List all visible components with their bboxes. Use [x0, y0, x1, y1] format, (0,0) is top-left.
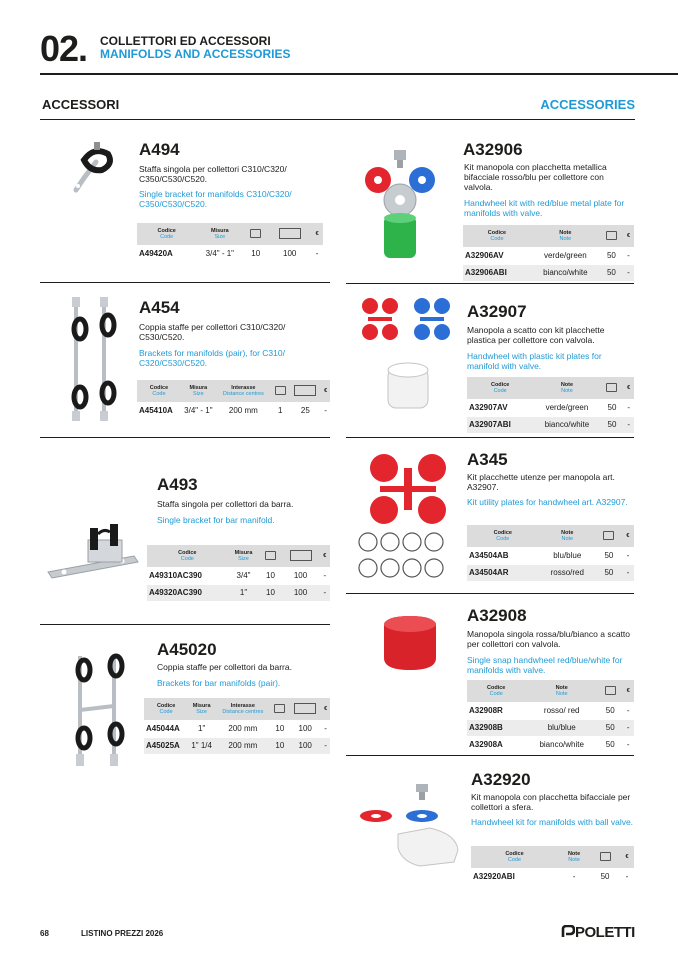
divider	[40, 282, 330, 283]
bar-bracket-pair-image	[64, 650, 130, 776]
product-table-a494: Codice Code Misura Size € A49420A 3/4" - 1" 10 100 -	[137, 223, 323, 263]
product-description-en: Single bracket for bar manifold.	[157, 515, 275, 525]
product-code: A32920	[471, 770, 531, 789]
box-package-icon	[294, 385, 316, 396]
utility-plates-image	[358, 452, 458, 584]
header-rule	[40, 73, 678, 75]
divider	[346, 593, 634, 594]
chapter-title-it: COLLETTORI ED ACCESSORI	[100, 34, 271, 48]
section-title-it: ACCESSORI	[42, 97, 120, 112]
chapter-title-en: MANIFOLDS AND ACCESSORIES	[100, 47, 291, 61]
table-row: A49320AC390 1" 10 100 -	[147, 584, 330, 601]
single-package-icon	[274, 704, 285, 713]
table-row: A32908R rosso/ red 50 -	[467, 702, 634, 719]
product-table-a32908: Codice Code Note Note € A32908R rosso/ red 50 - A32908B blu/blue 50 - A32908A bianco/white 50 -	[467, 680, 634, 754]
product-table-a32906: Codice Code Note Note € A32906AV verde/green 50 - A32906ABI bianco/white 50 -	[463, 225, 634, 282]
divider	[40, 437, 330, 438]
bar-bracket-image	[44, 520, 142, 584]
table-row: A32906ABI bianco/white 50 -	[463, 264, 634, 281]
product-code: A45020	[157, 640, 217, 659]
product-table-a45020: Codice Code Misura Size Interasse Distance centres € A45044A 1" 200 mm 10 100 - A45025A 1" 1/4 200 mm 10 100 -	[144, 698, 330, 755]
product-description-en: Brackets for manifolds (pair), for C310/ C320/C530/C520.	[139, 348, 285, 368]
single-package-icon	[600, 852, 611, 861]
product-description-en: Brackets for bar manifolds (pair).	[157, 678, 281, 688]
table-row: A45044A 1" 200 mm 10 100 -	[144, 720, 330, 737]
product-code: A32906	[463, 140, 523, 159]
product-code: A454	[139, 298, 180, 317]
product-description-it: Kit manopola con placchetta bifacciale per collettori a sfera.	[471, 792, 631, 812]
ball-valve-handwheel-image	[358, 778, 462, 870]
divider	[40, 624, 330, 625]
single-package-icon	[275, 386, 286, 395]
product-table-a345: Codice Code Note Note € A34504AB blu/blue 50 - A34504AR rosso/red 50 -	[467, 525, 634, 582]
table-row: A34504AR rosso/red 50 -	[467, 564, 634, 581]
product-description-en: Handwheel with plastic kit plates for manifold with valve.	[467, 351, 602, 371]
product-description-it: Staffa singola per collettori C310/C320/ C350/C530/C520.	[139, 164, 287, 184]
box-package-icon	[294, 703, 316, 714]
table-row: A32906AV verde/green 50 -	[463, 247, 634, 264]
product-description-it: Coppia staffe per collettori C310/C320/ C530/C520.	[139, 322, 286, 342]
product-table-a493: Codice Code Misura Size € A49310AC390 3/4" 10 100 - A49320AC390 1" 10 100 -	[147, 545, 330, 602]
box-package-icon	[290, 550, 312, 561]
table-row: A32908B blu/blue 50 -	[467, 719, 634, 736]
product-code: A32907	[467, 302, 527, 321]
divider	[346, 437, 634, 438]
product-description-it: Kit manopola con placchetta metallica bifacciale rosso/blu per collettore con valvola.	[464, 162, 607, 192]
product-description-it: Coppia staffe per collettori da barra.	[157, 662, 292, 672]
table-row: A32920ABI - 50 -	[471, 868, 634, 885]
product-description-en: Single snap handwheel red/blue/white for manifolds with valve.	[467, 655, 623, 675]
chapter-number: 02.	[40, 28, 88, 69]
product-description-en: Single bracket for manifolds C310/C320/ C350/C530/C520.	[139, 189, 292, 209]
single-package-icon	[265, 551, 276, 560]
product-code: A345	[467, 450, 508, 469]
product-code: A494	[139, 140, 180, 159]
table-row: A49310AC390 3/4" 10 100 -	[147, 567, 330, 584]
box-package-icon	[279, 228, 301, 239]
product-description-en: Handwheel kit for manifolds with ball valve.	[471, 817, 634, 827]
brand-mark-icon	[561, 925, 575, 939]
page-number: 68	[40, 929, 49, 938]
product-code: A32908	[467, 606, 527, 625]
table-row: A32907ABI bianco/white 50 -	[467, 416, 634, 433]
single-package-icon	[250, 229, 261, 238]
section-title-en: ACCESSORIES	[540, 97, 635, 112]
handwheel-kit-image	[358, 148, 442, 266]
product-description-it: Manopola singola rossa/blu/bianco a scatto per collettori con valvola.	[467, 629, 631, 649]
product-table-a32920: Codice Code Note Note € A32920ABI - 50 -	[471, 846, 634, 886]
table-row: A45410A 3/4" - 1" 200 mm 1 25 -	[137, 402, 330, 419]
red-handwheel-image	[378, 612, 444, 674]
brand-logo: POLETTI	[561, 924, 635, 941]
single-package-icon	[603, 531, 614, 540]
product-description-it: Manopola a scatto con kit placchette plastica per collettore con valvola.	[467, 325, 605, 345]
product-description-en: Handwheel kit with red/blue metal plate for manifolds with valve.	[464, 198, 625, 218]
divider	[346, 755, 634, 756]
section-rule	[40, 119, 635, 120]
single-bracket-image	[62, 138, 120, 198]
single-package-icon	[606, 383, 617, 392]
product-code: A493	[157, 475, 198, 494]
table-row: A49420A 3/4" - 1" 10 100 -	[137, 245, 323, 262]
single-package-icon	[605, 686, 616, 695]
product-table-a32907: Codice Code Note Note € A32907AV verde/green 50 - A32907ABI bianco/white 50 -	[467, 377, 634, 434]
bracket-pair-image	[62, 295, 124, 425]
footer-label: LISTINO PREZZI 2026	[81, 929, 164, 938]
single-package-icon	[606, 231, 617, 240]
table-row: A34504AB blu/blue 50 -	[467, 547, 634, 564]
product-description-en: Kit utility plates for handwheel art. A32907.	[467, 497, 628, 507]
table-row: A32908A bianco/white 50 -	[467, 736, 634, 753]
table-row: A45025A 1" 1/4 200 mm 10 100 -	[144, 737, 330, 754]
snap-handwheel-image	[360, 298, 456, 414]
product-description-it: Kit placchette utenze per manopola art. A32907.	[467, 472, 615, 492]
product-table-a454: Codice Code Misura Size Interasse Distance centres € A45410A 3/4" - 1" 200 mm 1 25 -	[137, 380, 330, 420]
divider	[346, 283, 634, 284]
product-description-it: Staffa singola per collettori da barra.	[157, 499, 294, 509]
table-row: A32907AV verde/green 50 -	[467, 399, 634, 416]
